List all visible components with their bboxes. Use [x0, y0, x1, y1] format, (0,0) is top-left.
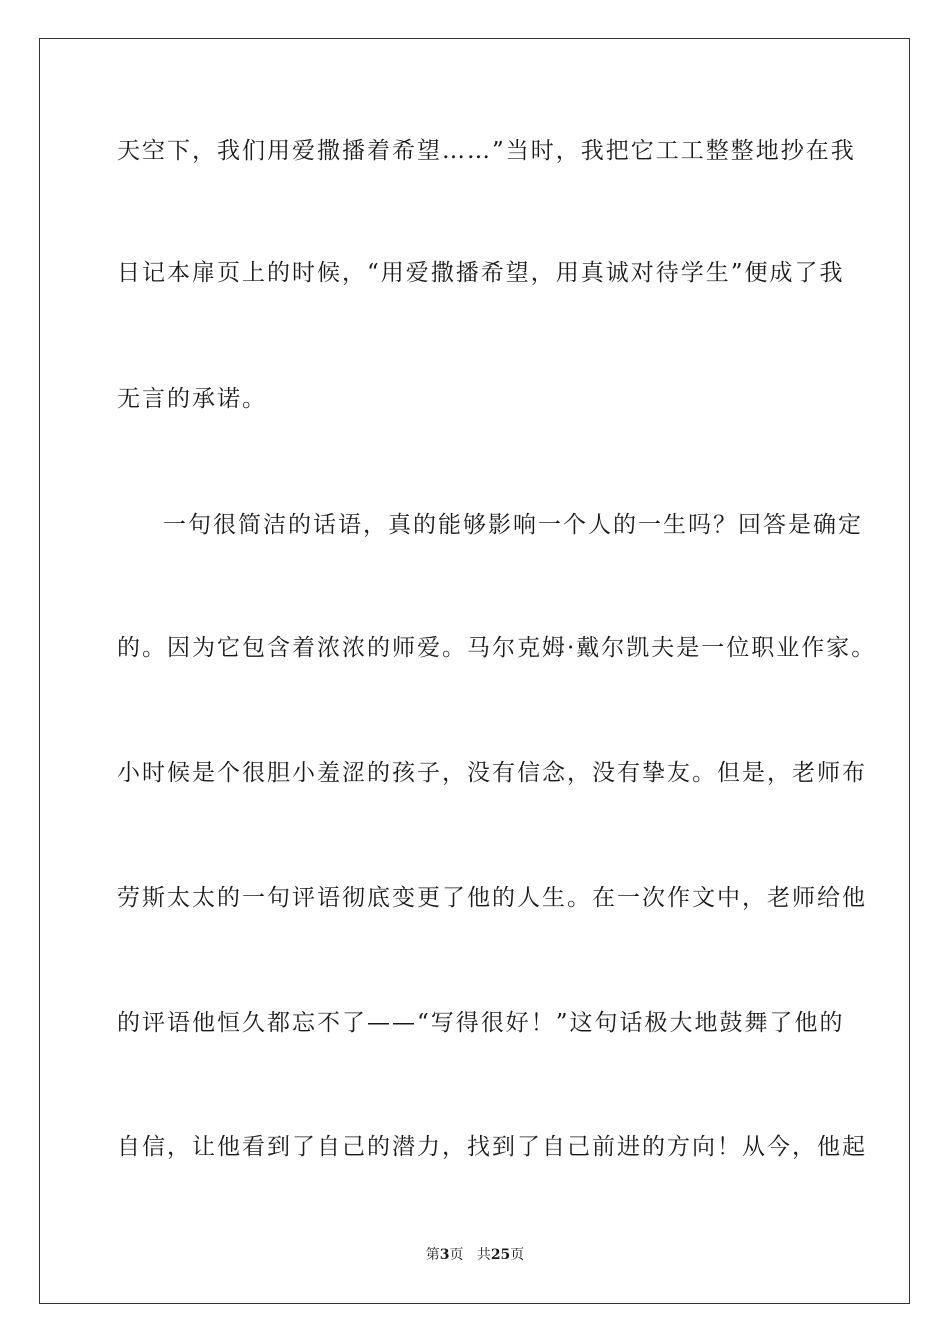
- total-prefix: 共: [476, 1247, 491, 1263]
- body-text-line-1: 天空下，我们用爱撒播着希望……”当时，我把它工工整整地抄在我: [117, 138, 856, 164]
- page-footer: [0, 1246, 950, 1264]
- page-suffix: 页: [449, 1247, 464, 1263]
- total-pages: 25: [490, 1247, 511, 1263]
- page-border: [39, 38, 910, 1304]
- body-text-line-8: 的评语他恒久都忘不了——“写得很好！”这句话极大地鼓舞了他的: [117, 1010, 845, 1036]
- body-text-line-7: 劳斯太太的一句评语彻底变更了他的人生。在一次作文中，老师给他: [117, 885, 867, 911]
- body-text-line-6: 小时候是个很胆小羞涩的孩子，没有信念，没有挚友。但是，老师布: [117, 760, 867, 786]
- body-text-line-4: 一句很简洁的话语，真的能够影响一个人的一生吗？回答是确定: [163, 512, 863, 538]
- page-number: 3: [439, 1247, 450, 1263]
- body-text-line-2: 日记本扉页上的时候，“用爱撒播希望，用真诚对待学生”便成了我: [117, 260, 845, 286]
- body-text-line-5: 的。因为它包含着浓浓的师爱。马尔克姆·戴尔凯夫是一位职业作家。: [117, 635, 877, 661]
- total-suffix: 页: [510, 1247, 525, 1263]
- page-prefix: 第: [425, 1247, 440, 1263]
- body-text-line-9: 自信，让他看到了自己的潜力，找到了自己前进的方向！从今，他起: [117, 1134, 867, 1160]
- body-text-line-3: 无言的承诺。: [117, 386, 267, 412]
